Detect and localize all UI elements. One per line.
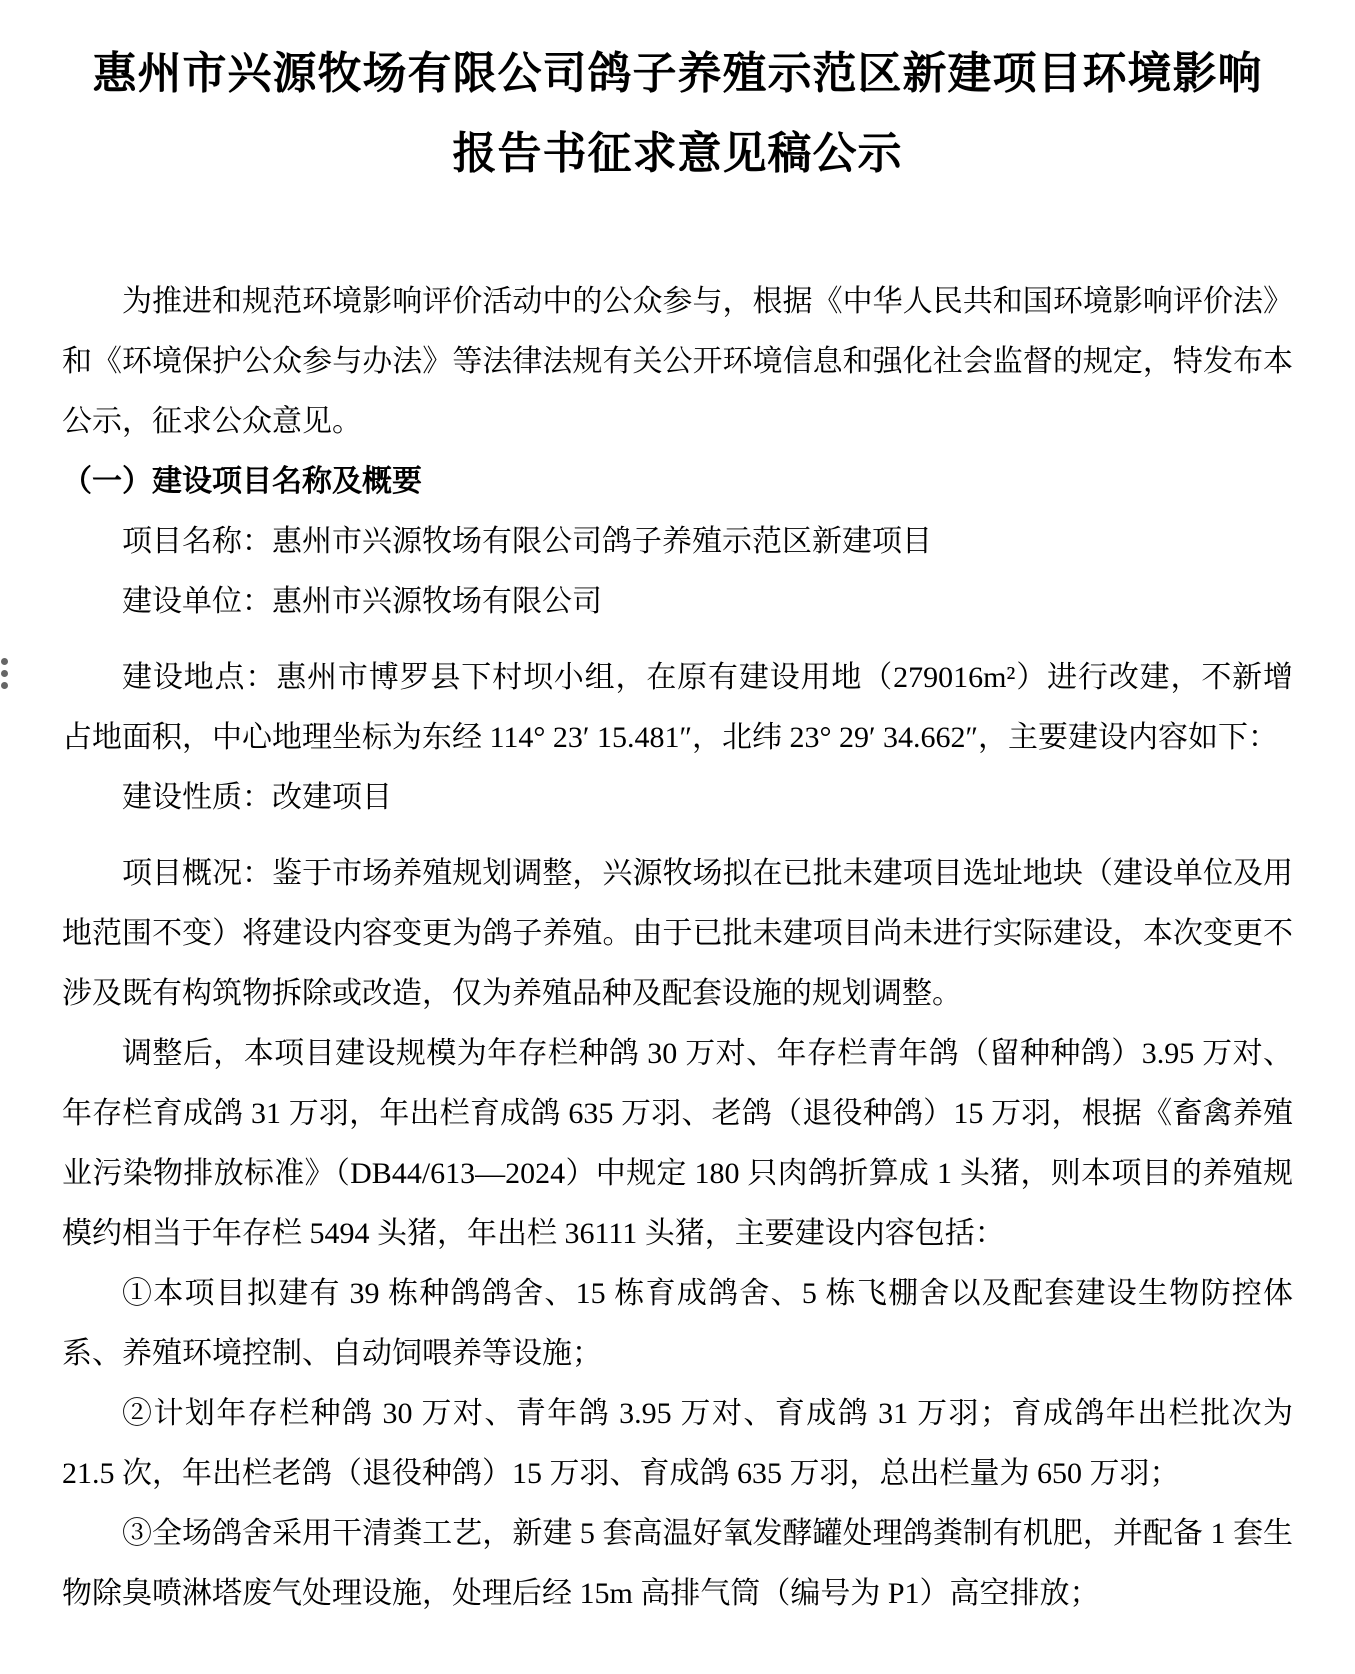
paragraph: 为推进和规范环境影响评价活动中的公众参与，根据《中华人民共和国环境影响评价法》和《环境保护公众参与办法》等法律法规有关公开环境信息和强化社会监督的规定，特发布本公示，征求公众意见。 — [62, 285, 1293, 438]
paragraph: 项目概况：鉴于市场养殖规划调整，兴源牧场拟在已批未建项目选址地块（建设单位及用地范围不变）将建设内容变更为鸽子养殖。由于已批未建项目尚未进行实际建设，本次变更不涉及既有构筑物拆除或改造，仅为养殖品种及配套设施的规划调整。 — [62, 857, 1293, 1010]
paragraph: 调整后，本项目建设规模为年存栏种鸽 30 万对、年存栏青年鸽（留种种鸽）3.95 万对、年存栏育成鸽 31 万羽，年出栏育成鸽 635 万羽、老鸽（退役种鸽）15 万羽，根据《畜禽养殖业污染物排放标准》（DB44/613—2024）中规定 180 只肉鸽折算成 1 头猪，则本项目的养殖规模约相当于年存栏 5494 头猪，年出栏 36111 头猪，主要建设内容包括： — [62, 1037, 1293, 1250]
left-margin-dots — [1, 658, 8, 689]
paragraph: 建设性质：改建项目 — [122, 781, 392, 814]
document-title-line-2: 报告书征求意见稿公示 — [452, 129, 903, 178]
dot — [1, 682, 8, 689]
document-body — [62, 272, 1293, 1624]
paragraph: 建设地点：惠州市博罗县下村坝小组，在原有建设用地（279016m²）进行改建，不新增占地面积，中心地理坐标为东经 114° 23′ 15.481″，北纬 23° 29′ 34.662″，主要建设内容如下： — [62, 661, 1293, 754]
document-title — [62, 34, 1293, 194]
dot — [1, 658, 8, 665]
paragraph: 项目名称：惠州市兴源牧场有限公司鸽子养殖示范区新建项目 — [122, 525, 932, 558]
paragraph: ①本项目拟建有 39 栋种鸽鸽舍、15 栋育成鸽舍、5 栋飞棚舍以及配套建设生物防控体系、养殖环境控制、自动饲喂养等设施； — [62, 1277, 1293, 1370]
document-title-line-1: 惠州市兴源牧场有限公司鸽子养殖示范区新建项目环境影响 — [92, 49, 1263, 98]
paragraph: ③全场鸽舍采用干清粪工艺，新建 5 套高温好氧发酵罐处理鸽粪制有机肥，并配备 1 套生物除臭喷淋塔废气处理设施，处理后经 15m 高排气筒（编号为 P1）高空排放； — [62, 1517, 1293, 1610]
section-heading: （一）建设项目名称及概要 — [62, 465, 422, 498]
paragraph: ②计划年存栏种鸽 30 万对、青年鸽 3.95 万对、育成鸽 31 万羽；育成鸽年出栏批次为 21.5 次，年出栏老鸽（退役种鸽）15 万羽、育成鸽 635 万羽，总出栏量为 650 万羽； — [62, 1397, 1293, 1490]
paragraph: 建设单位：惠州市兴源牧场有限公司 — [122, 585, 602, 618]
dot — [1, 670, 8, 677]
